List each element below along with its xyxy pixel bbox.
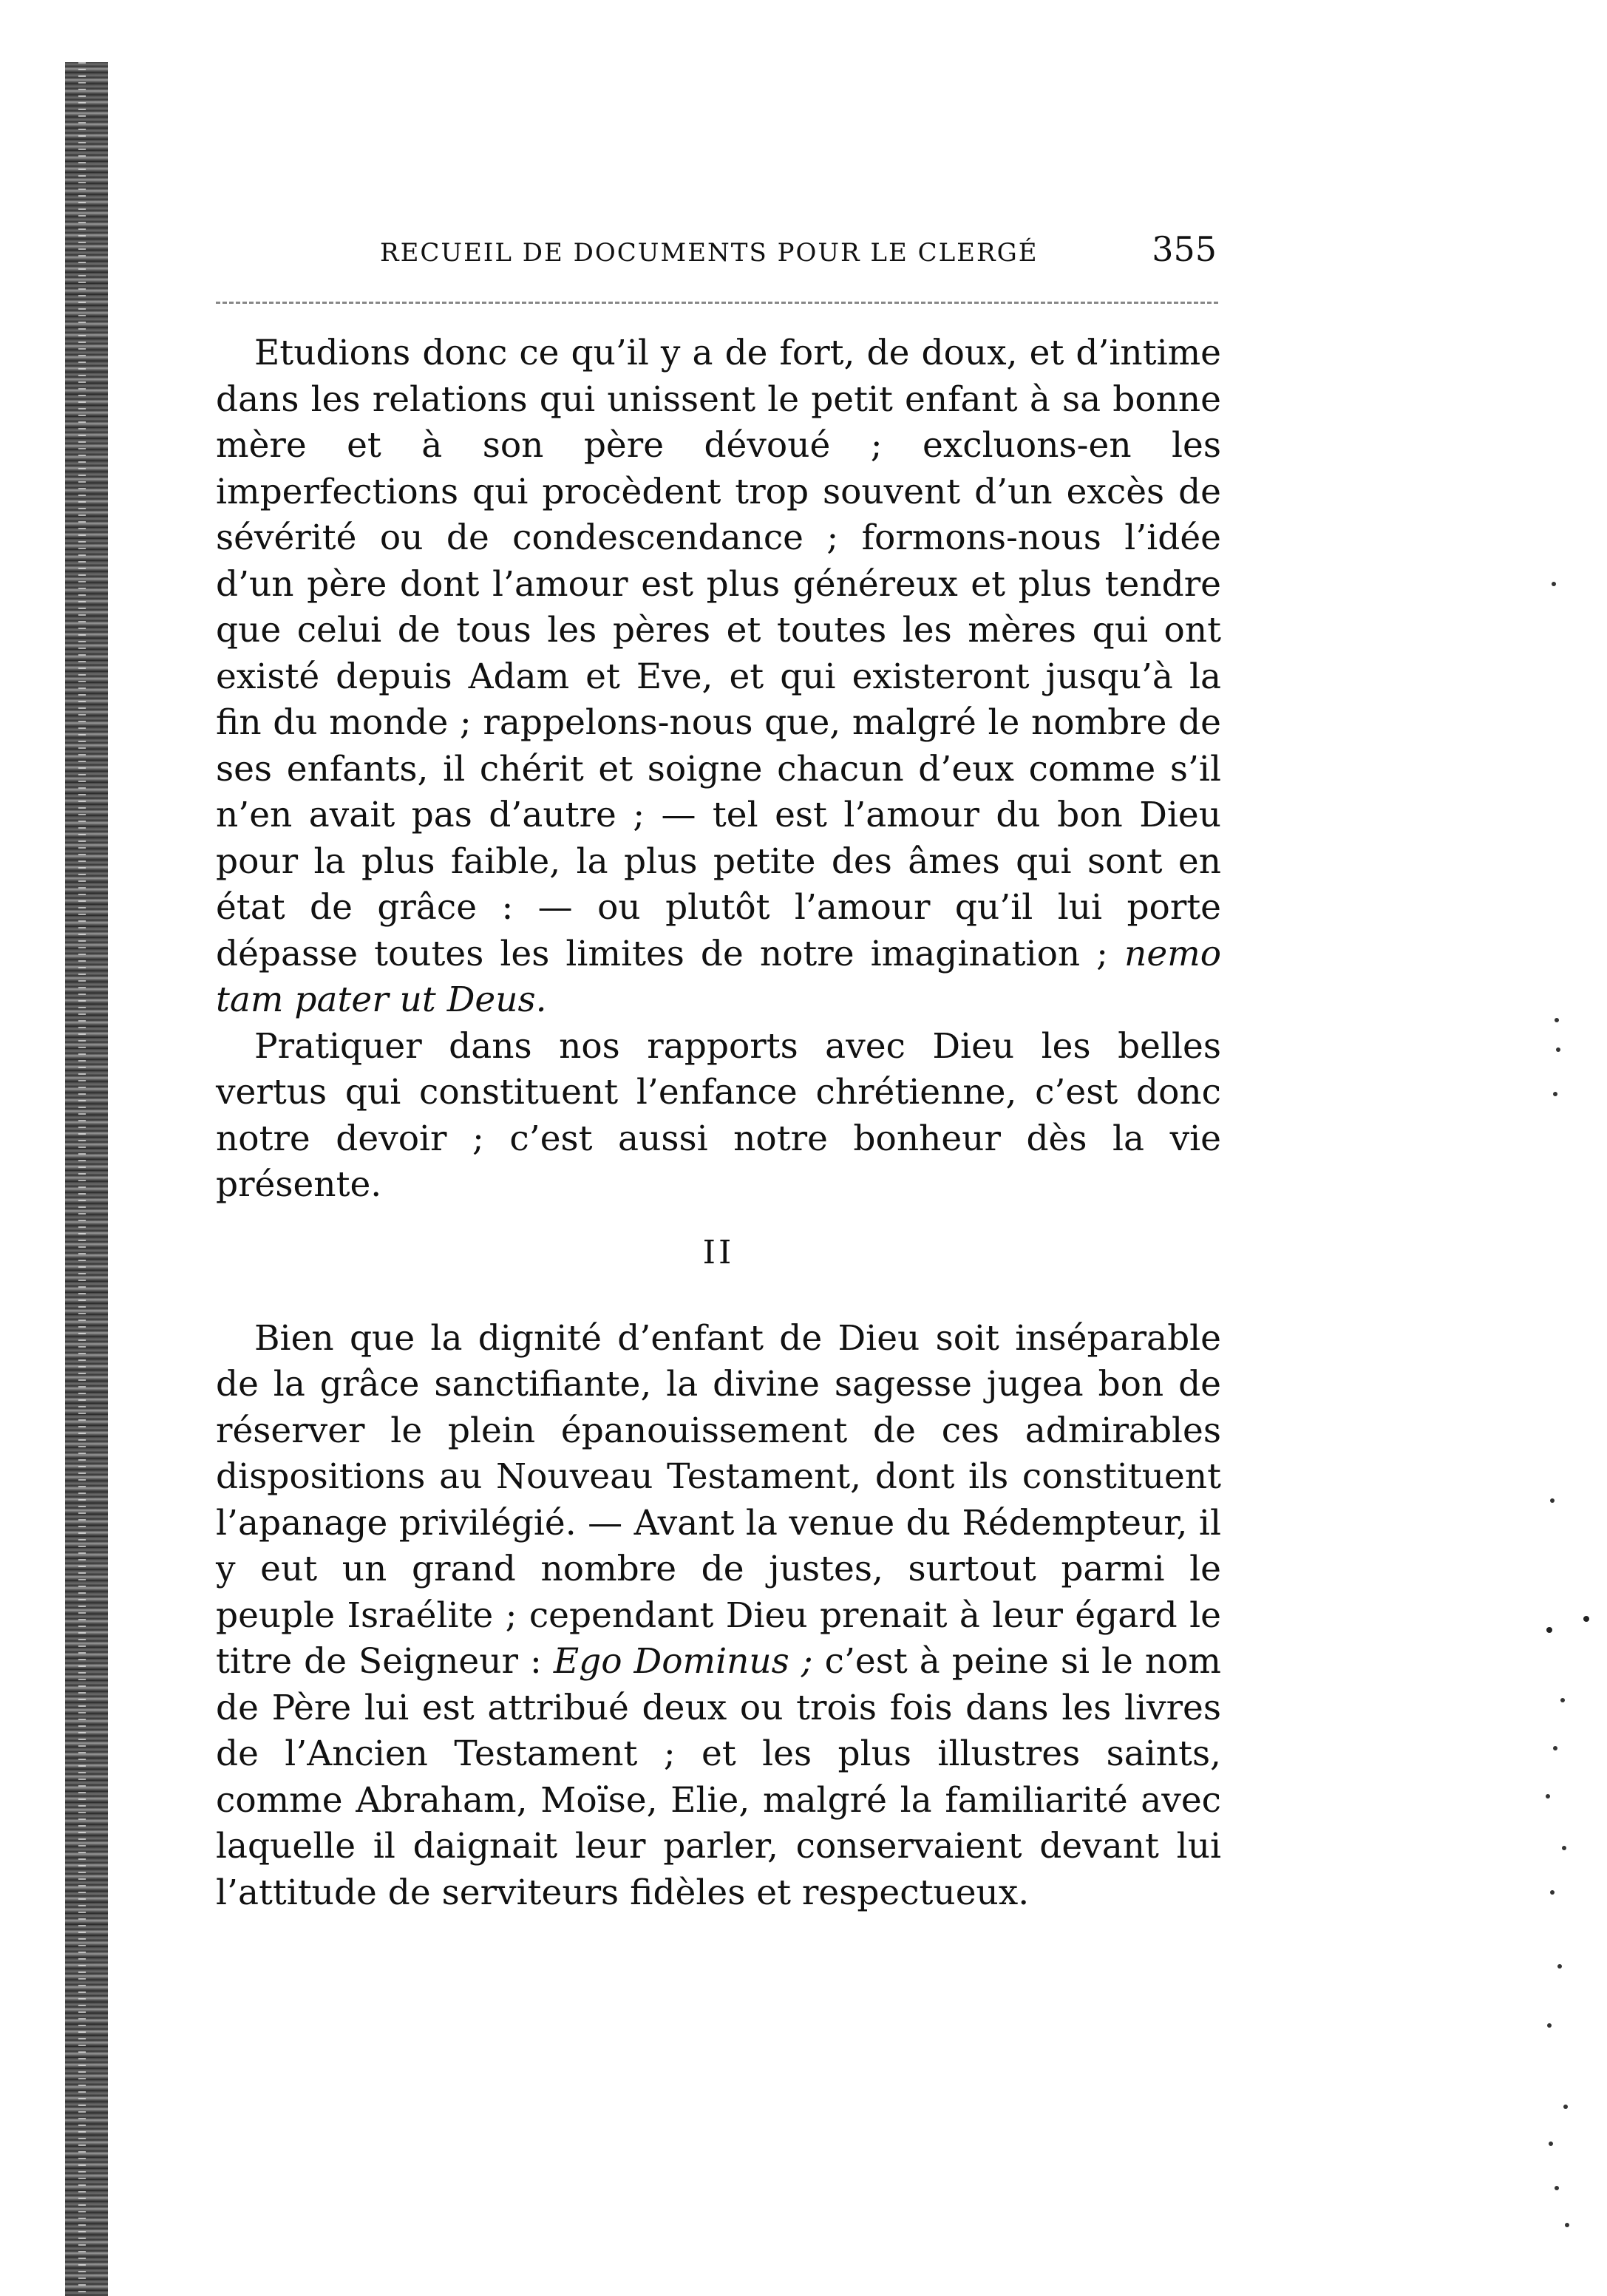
paragraph-3-text-a: Bien que la dignité d’enfant de Dieu soit inséparable de la grâce sanctifiante, la divine sagesse jugea bon de réserver le plein épanouissement de ces admirables dispositions au Nouveau Testament, dont ils constituent l’apanage privilégié. — Avant la venue du Rédempteur, il y eut un grand nombre de justes, surtout parmi le peuple Israélite ; cependant Dieu prenait à leur égard le titre de Seigneur : bbox=[216, 1317, 1221, 1682]
paragraph-1-text: Etudions donc ce qu’il y a de fort, de doux, et d’intime dans les relations qui unissent le petit enfant à sa bonne mère et à son père dévoué ; excluons-en les imperfections qui procèdent trop souvent d’un excès de sévérité ou de condescendance ; formons-nous l’idée d’un père dont l’amour est plus généreux et plus tendre que celui de tous les pères et toutes les mères qui ont existé depuis Adam et Eve, et qui existeront jusqu’à la fin du monde ; rappelons-nous que, malgré le nombre de ses enfants, il chérit et soigne chacun d’eux comme s’il n’en avait pas d’autre ; — tel est l’amour du bon Dieu pour la plus faible, la plus petite des âmes qui sont en état de grâce : — ou plutôt l’amour qu’il lui porte dépasse toutes les limites de notre imagination ; bbox=[216, 333, 1221, 974]
running-head bbox=[216, 222, 1221, 281]
scanned-binding-edge bbox=[65, 62, 108, 2296]
header-rule bbox=[216, 302, 1218, 304]
page-number: 355 bbox=[1152, 229, 1217, 269]
scan-noise-specks bbox=[1504, 0, 1607, 2296]
page-content bbox=[216, 222, 1221, 1916]
section-number: II bbox=[702, 1233, 735, 1271]
latin-quote-nemo: nemo tam pater ut Deus. bbox=[216, 933, 1221, 1020]
paragraph-3-text-b: c’est à peine si le nom de Père lui est attribué deux ou trois fois dans les livres de l’Ancien Testament ; et les plus illustres saints, comme Abraham, Moïse, Elie, malgré la familiarité avec laquelle il daignait leur parler, conservaient devant lui l’attitude de serviteurs fidèles et respectueux. bbox=[216, 1641, 1221, 1913]
running-title: RECUEIL DE DOCUMENTS POUR LE CLERGÉ bbox=[380, 238, 1039, 268]
paragraph-1 bbox=[216, 330, 1221, 1024]
paragraph-2: Pratiquer dans nos rapports avec Dieu les belles vertus qui constituent l’enfance chrétienne, c’est donc notre devoir ; c’est aussi notre bonheur dès la vie présente. bbox=[216, 1025, 1221, 1205]
latin-quote-ego: Ego Dominus ; bbox=[553, 1641, 813, 1682]
paragraph-3 bbox=[216, 1316, 1221, 1917]
